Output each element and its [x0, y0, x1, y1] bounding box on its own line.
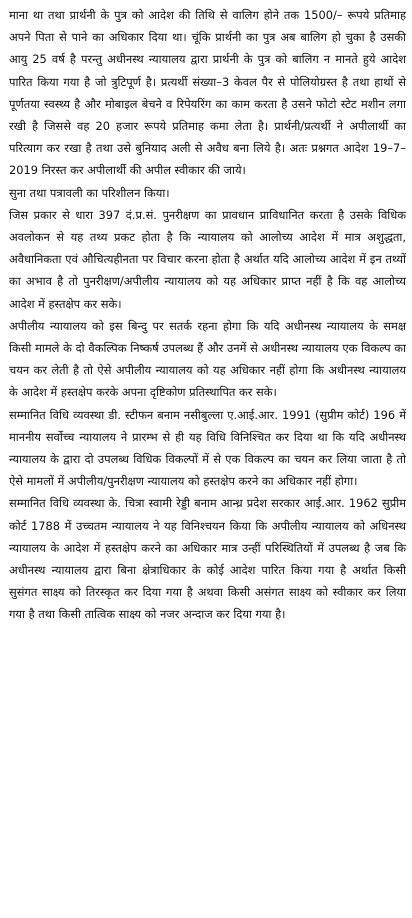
paragraph-appellate-caution: अपीलीय न्यायालय को इस बिन्दु पर सतर्क रहना होगा कि यदि अधीनस्थ न्यायालय के समक्ष किसी मामले के दो वैकल्पिक निष्कर्ष उपलब्ध हैं और उनमें से अधीनस्थ न्यायालय एक विकल्प का चयन कर लेती है तो ऐसे अपीलीय न्यायालय को यह अधिकार नहीं होगा कि अधीनस्थ न्यायालय के आदेश में हस्तक्षेप करके अपना दृष्टिकोण प्रतिस्थापित कर सके। — [9, 318, 406, 400]
paragraph-section-397-revision: जिस प्रकार से धारा 397 दं.प्र.सं. पुनरीक्षण का प्रावधान प्राविधानित करता है उसके विधिक अवलोकन से यह तथ्य प्रकट होता है कि न्यायालय को आलोच्य आदेश में मात्र अशुद्धता, अवैधानिकता एवं औचित्यहीनता पर विचार करना होता है अर्थात यदि आलोच्य आदेश में इन तथ्यों का अभाव है तो पुनरीक्षण/अपीलीय न्यायालय को यह अधिकार प्राप्त नहीं है कि वह आलोच्य आदेश में हस्तक्षेप कर सके। — [9, 207, 406, 311]
paragraph-hearing-note: सुना तथा पत्रावली का परिशीलन किया। — [9, 185, 170, 200]
paragraph-precedent-stephen: सम्मानित विधि व्यवस्था डी. स्टीफन बनाम नसीबुल्ला ए.आई.आर. 1991 (सुप्रीम कोर्ट) 196 में माननीय सर्वोच्च न्यायालय ने प्रारम्भ से ही यह विधि विनिश्चित कर दिया था कि यदि अधीनस्थ न्यायालय के द्वारा दो उपलब्ध विधिक विकल्पों में से एक विकल्प का चयन कर लिया जाता है तो ऐसे मामलों में अपीलीय/पुनरीक्षण न्यायालय को हस्तक्षेप करने का अधिकार नहीं होगा। — [9, 407, 406, 489]
paragraph-precedent-chitra-swami: सम्मानित विधि व्यवस्था के. चित्रा स्वामी रेड्डी बनाम आन्ध्र प्रदेश सरकार आई.आर. 1962 सुप्रीम कोर्ट 1788 में उच्चतम न्यायालय ने यह विनिश्चयन किया कि अपीलीय न्यायालय को अधिनस्थ न्यायालय के आदेश में हस्तक्षेप करने का अधिकार मात्र उन्हीं परिस्थितियों में उपलब्ध है जब कि अधीनस्थ न्यायालय द्वारा बिना क्षेत्राधिकार के कोई आदेश पारित किया गया है अर्थात किसी सुसंगत साक्ष्य को तिरस्कृत कर दिया गया है अथवा किसी असंगत साक्ष्य को स्वीकार कर लिया गया है तथा किसी तात्विक साक्ष्य को नजर अन्दाज कर दिया गया है। — [9, 496, 406, 622]
paragraph-maintenance-claim: माना था तथा प्रार्थनी के पुत्र को आदेश की तिथि से वालिग होने तक 1500/– रूपये प्रतिमाह अपने पिता से पाने का अधिकार दिया था। चूंकि प्रार्थनी का पुत्र अब बालिग हो चुका है उसकी आयु 25 वर्ष है परन्तु अधीनस्थ न्यायालय द्वारा प्रार्थनी के पुत्र को बालिग न मानते हुये आदेश पारित किया गया है जो त्रुटिपूर्ण है। प्रत्यर्थी संख्या–3 केवल पैर से पोलियोग्रस्त है तथा हाथों से पूर्णतया स्वस्थ्य है और मोबाइल बेचने व रिपेयरिंग का काम करता है उसने फोटो स्टेट मशीन लगा रखी है जिससे वह 20 हजार रूपये प्रतिमाह कमा लेता है। प्रार्थनी/प्रत्यर्थी ने अपीलार्थी का परित्याग कर रखा है तथा उसे बुनियाद अली से अवैध बना लिये है। अतः प्रश्नगत आदेश 19–7–2019 निरस्त कर अपीलार्थी की अपील स्वीकार की जाये। — [9, 8, 406, 178]
